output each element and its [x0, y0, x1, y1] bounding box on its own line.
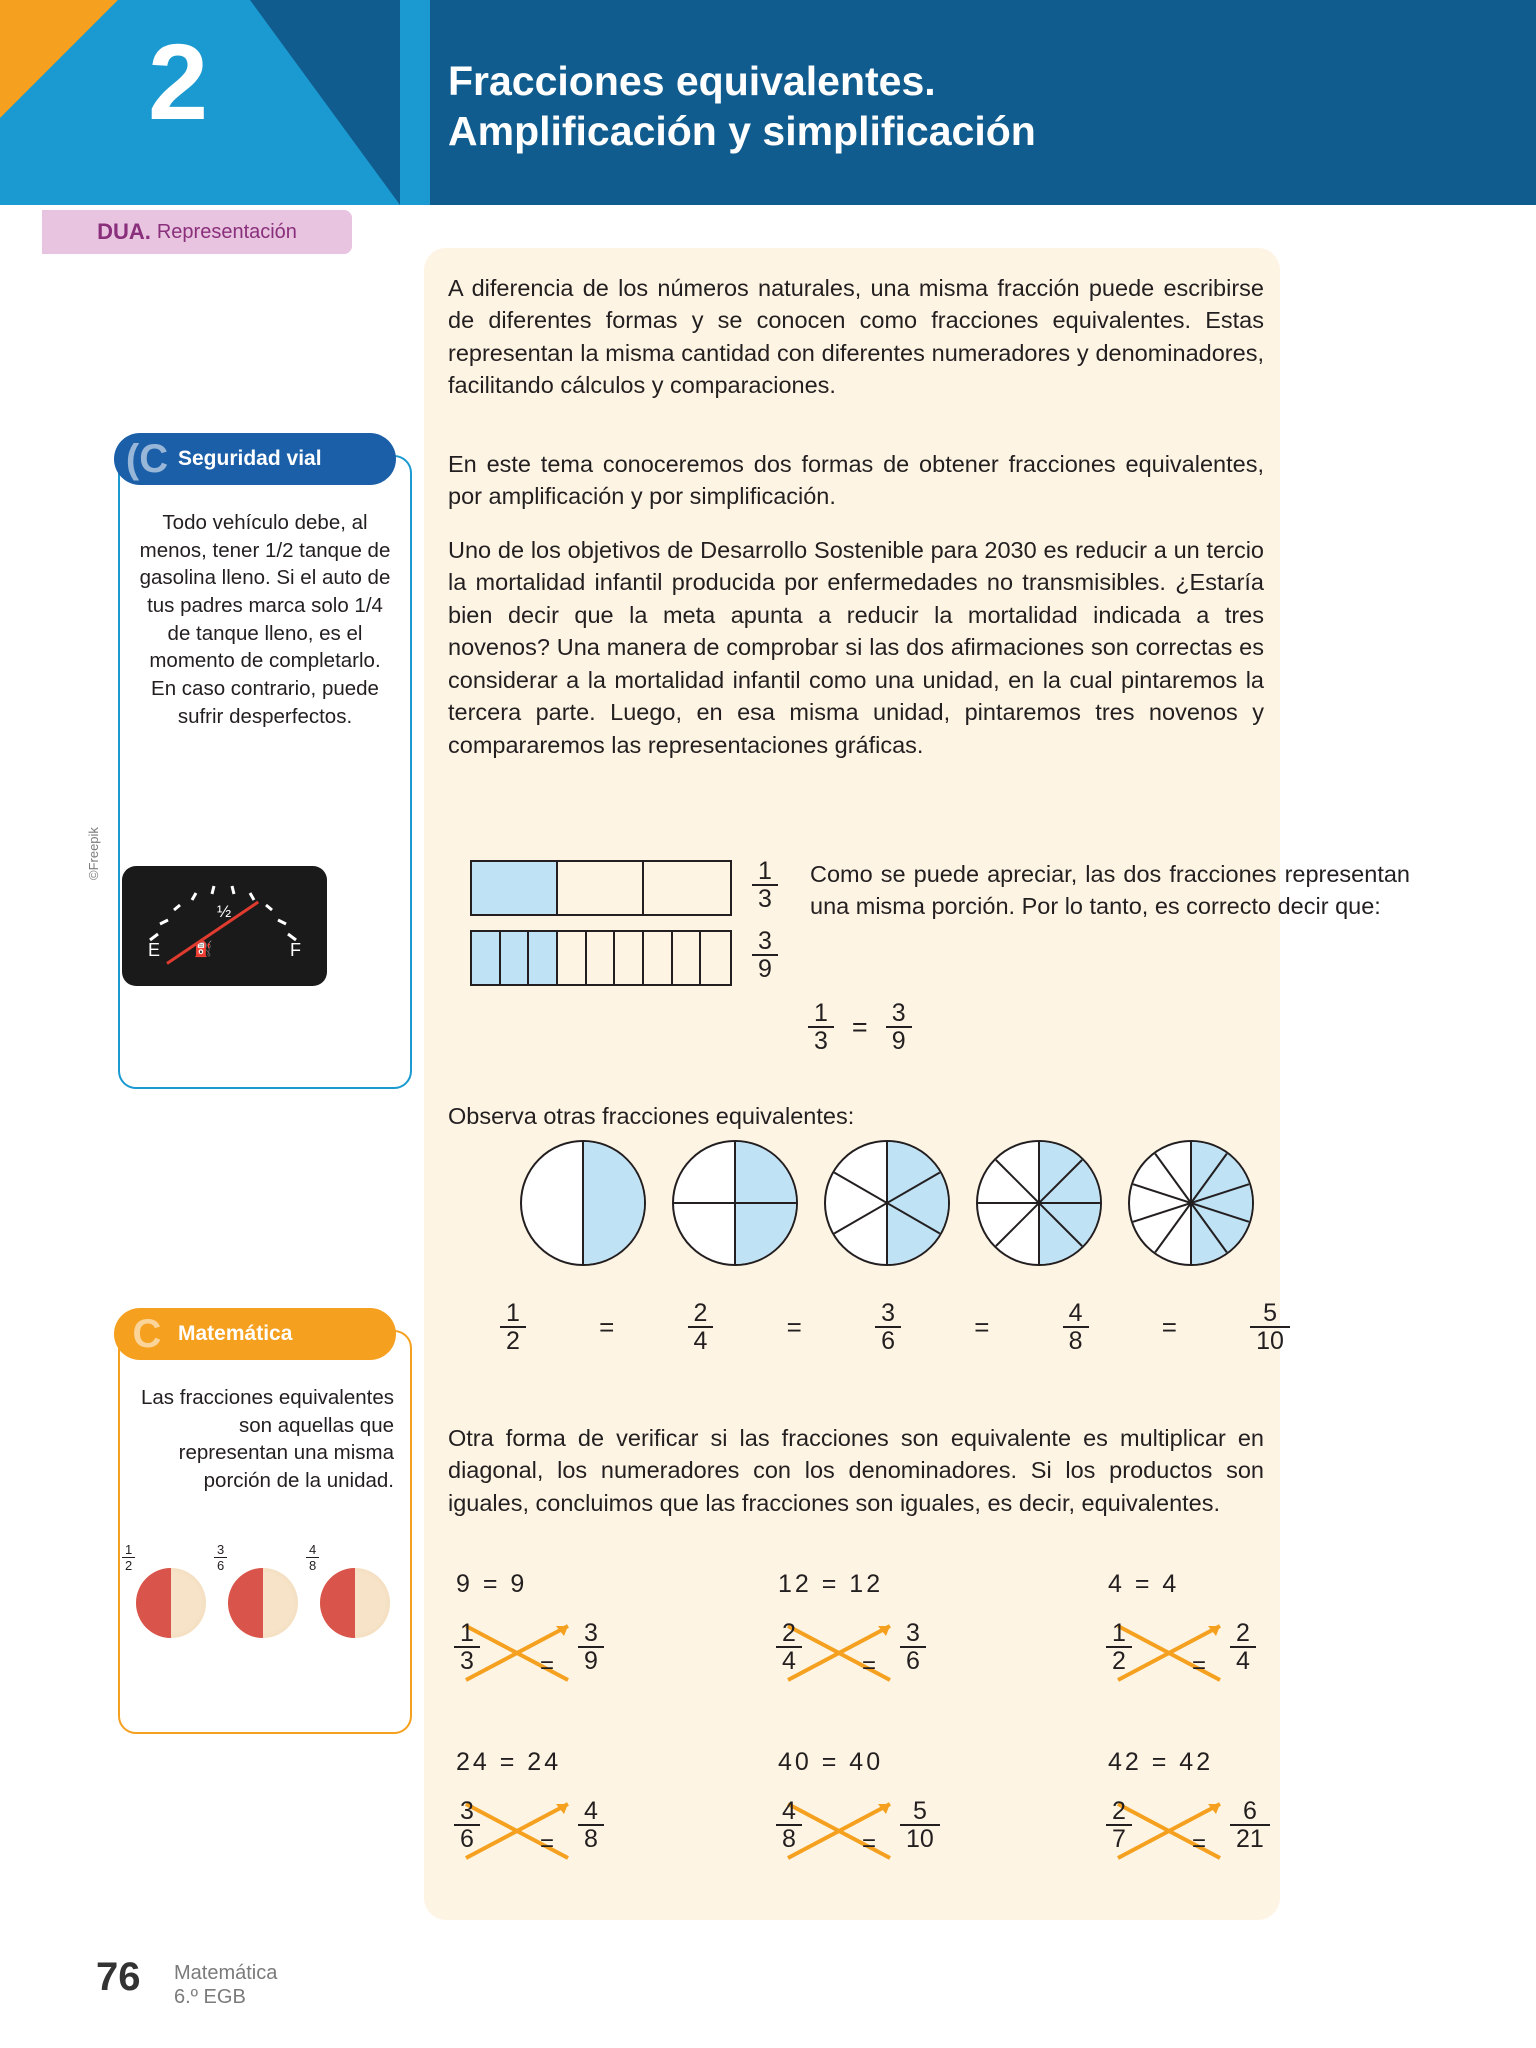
pizza-num-1: 1	[122, 1542, 135, 1558]
circle-equal-4: =	[1161, 1311, 1177, 1342]
paragraph-1: A diferencia de los números naturales, una misma fracción puede escribirse de diferentes formas y se conocen como fracciones equivalentes. Estas representan la misma cantidad con diferentes numeradores y denominadores, facilitando cálculos y comparaciones.	[448, 275, 1264, 399]
cross-right-fraction-4: $\frac{4}{8}$	[578, 1798, 604, 1853]
header-orange-corner	[0, 0, 118, 118]
bar-one-third	[470, 860, 732, 916]
pizza-label-2	[214, 1542, 227, 1573]
cross-equal-3: =	[1192, 1652, 1207, 1679]
circle-fraction-diagrams	[520, 1140, 1260, 1270]
cross-block-3	[1100, 1570, 1330, 1720]
equality-right-fraction: $\frac{3}{9}$	[886, 1000, 912, 1055]
right-note-text: Como se puede apreciar, las dos fracciones representan una misma porción. Por lo tanto, es correcto decir que:	[810, 861, 1410, 920]
cross-block-1	[448, 1570, 678, 1720]
cross-block-5	[770, 1748, 1000, 1898]
equality-left-fraction: $\frac{1}{3}$	[808, 1000, 834, 1055]
cross-product-4: 24 = 24	[456, 1748, 562, 1776]
cross-product-5: 40 = 40	[778, 1748, 884, 1776]
cross-right-fraction-3: $\frac{2}{4}$	[1230, 1620, 1256, 1675]
pizza-three-sixths	[217, 1542, 298, 1638]
page-number: 76	[96, 1955, 141, 1999]
cross-left-fraction-2: $\frac{2}{4}$	[776, 1620, 802, 1675]
cross-right-fraction-1: $\frac{3}{9}$	[578, 1620, 604, 1675]
page-header	[0, 0, 1536, 205]
circle-fraction-1: $\frac{1}{2}$	[500, 1300, 526, 1355]
bar-fraction-label-2: $\frac{3}{9}$	[752, 928, 778, 983]
sidebar-tab-label-vial: Seguridad vial	[178, 447, 322, 470]
circle-three-sixths	[824, 1140, 950, 1266]
pizza-num-3: 4	[306, 1542, 319, 1558]
cross-left-fraction-4: $\frac{3}{6}$	[454, 1798, 480, 1853]
gauge-full-label: F	[290, 940, 301, 960]
cross-product-2: 12 = 12	[778, 1570, 884, 1598]
pizza-fraction-images	[118, 1540, 408, 1660]
chapter-number: 2	[148, 21, 207, 142]
circle-equal-3: =	[974, 1311, 990, 1342]
circle-fraction-4: $\frac{4}{8}$	[1063, 1300, 1089, 1355]
paragraph-3: Uno de los objetivos de Desarrollo Sostenible para 2030 es reducir a un tercio la mortalidad infantil producida por enfermedades no transmisibles. ¿Estaría bien decir que la meta apunta a reducir la mortalidad indicada a tres novenos? Una manera de comprobar si las dos afirmaciones son correctas es considerar a la mortalidad infantil como una unidad, en la cual pintaremos la tercera parte. Luego, en esa misma unidad, pintaremos tres novenos y compararemos las representaciones gráficas.	[448, 537, 1264, 758]
dua-badge	[42, 210, 352, 254]
equality-sign: =	[851, 1011, 868, 1042]
equality-statement	[808, 1000, 912, 1055]
cross-product-1: 9 = 9	[456, 1570, 528, 1598]
circle-fraction-labels	[500, 1300, 1290, 1355]
circle-four-eighths	[976, 1140, 1102, 1266]
sidebar-box-seguridad-vial	[118, 436, 412, 1089]
sidebar-tab-matematica	[114, 1308, 396, 1360]
pizza-half	[125, 1542, 206, 1638]
pizza-filled-1	[136, 1568, 171, 1638]
cross-block-6	[1100, 1748, 1330, 1898]
dua-text: Representación	[156, 220, 297, 243]
cross-arrows-icon-6	[1100, 1790, 1330, 1880]
pizza-den-3: 8	[309, 1558, 317, 1573]
gauge-half-label: ½	[217, 902, 232, 921]
pizza-den-1: 2	[125, 1558, 133, 1573]
sidebar-tab-seguridad-vial	[114, 433, 396, 485]
circle-fraction-5: $\frac{5}{10}$	[1250, 1300, 1290, 1355]
observe-text: Observa otras fracciones equivalentes:	[448, 1103, 855, 1129]
cross-left-fraction-5: $\frac{4}{8}$	[776, 1798, 802, 1853]
bar-three-ninths	[470, 930, 732, 986]
header-diagonal	[250, 0, 400, 205]
footer-subject	[174, 1961, 277, 2009]
cross-arrows-icon-1	[448, 1612, 678, 1702]
pizza-filled-3	[320, 1568, 355, 1638]
gauge-empty-label: E	[148, 940, 161, 960]
cross-arrows-icon-4	[448, 1790, 678, 1880]
footer-grade: 6.º EGB	[174, 1986, 246, 2008]
sidebar-text-matematica: Las fracciones equivalentes son aquellas que representan una misma porción de la unidad.	[141, 1386, 394, 1493]
sidebar-text-vial: Todo vehículo debe, al menos, tener 1/2 tanque de gasolina lleno. Si el auto de tus padres marca solo 1/4 de tanque lleno, es el momento de completarlo. En caso contrario, puede sufrir desperfectos.	[139, 511, 391, 728]
circle-fraction-3: $\frac{3}{6}$	[875, 1300, 901, 1355]
cross-equal-6: =	[1192, 1830, 1207, 1857]
cross-product-6: 42 = 42	[1108, 1748, 1214, 1776]
paragraph-2: En este tema conoceremos dos formas de obtener fracciones equivalentes, por amplificación y por simplificación.	[448, 451, 1264, 510]
sidebar-box-matematica	[118, 1311, 412, 1734]
dua-label: DUA.	[97, 219, 151, 244]
pizza-four-eighths	[309, 1542, 390, 1638]
pizza-den-2: 6	[217, 1558, 225, 1573]
cross-equal-5: =	[862, 1830, 877, 1857]
sidebar-tab-label-mate: Matemática	[178, 1322, 293, 1345]
cross-right-fraction-2: $\frac{3}{6}$	[900, 1620, 926, 1675]
fuel-gauge-image	[122, 866, 327, 986]
page-title	[448, 56, 1488, 156]
cross-arrows-icon-5	[770, 1790, 1000, 1880]
circle-equal-2: =	[786, 1311, 802, 1342]
cross-arrows-icon-3	[1100, 1612, 1330, 1702]
pizza-label-1	[122, 1542, 135, 1573]
image-credit: ©Freepik	[86, 827, 101, 880]
circle-one-half	[520, 1140, 646, 1266]
paragraph-cross-multiplication: Otra forma de verificar si las fracciones son equivalente es multiplicar en diagonal, los numeradores con los denominadores. Si los productos son iguales, concluimos que las fracciones son iguales, es decir, equivalentes.	[448, 1425, 1264, 1516]
cross-left-fraction-1: $\frac{1}{3}$	[454, 1620, 480, 1675]
cross-equal-2: =	[862, 1652, 877, 1679]
pizza-num-2: 3	[214, 1542, 227, 1558]
circle-five-tenths	[1128, 1140, 1254, 1266]
math-icon: C	[132, 1311, 162, 1356]
circle-fraction-2: $\frac{2}{4}$	[688, 1300, 714, 1355]
bar-fraction-label-1: $\frac{1}{3}$	[752, 858, 778, 913]
circle-two-fourths	[672, 1140, 798, 1266]
circle-equal-1: =	[599, 1311, 615, 1342]
cross-equal-4: =	[540, 1830, 555, 1857]
cross-right-fraction-5: $\frac{5}{10}$	[900, 1798, 940, 1853]
page-footer	[96, 1955, 278, 2008]
cross-block-2	[770, 1570, 1000, 1720]
fuel-pump-icon: ⛽	[194, 941, 213, 958]
pizza-filled-2	[228, 1568, 263, 1638]
road-safety-icon: (C	[125, 436, 169, 481]
pizza-label-3	[306, 1542, 319, 1573]
cross-product-3: 4 = 4	[1108, 1570, 1180, 1598]
page-title-line1: Fracciones equivalentes.	[448, 58, 936, 104]
cross-equal-1: =	[540, 1652, 555, 1679]
cross-right-fraction-6: $\frac{6}{21}$	[1230, 1798, 1270, 1853]
page-title-line2: Amplificación y simplificación	[448, 108, 1036, 155]
cross-block-4	[448, 1748, 678, 1898]
cross-left-fraction-3: $\frac{1}{2}$	[1106, 1620, 1132, 1675]
cross-arrows-icon-2	[770, 1612, 1000, 1702]
cross-left-fraction-6: $\frac{2}{7}$	[1106, 1798, 1132, 1853]
footer-subject-name: Matemática	[174, 1962, 278, 1984]
